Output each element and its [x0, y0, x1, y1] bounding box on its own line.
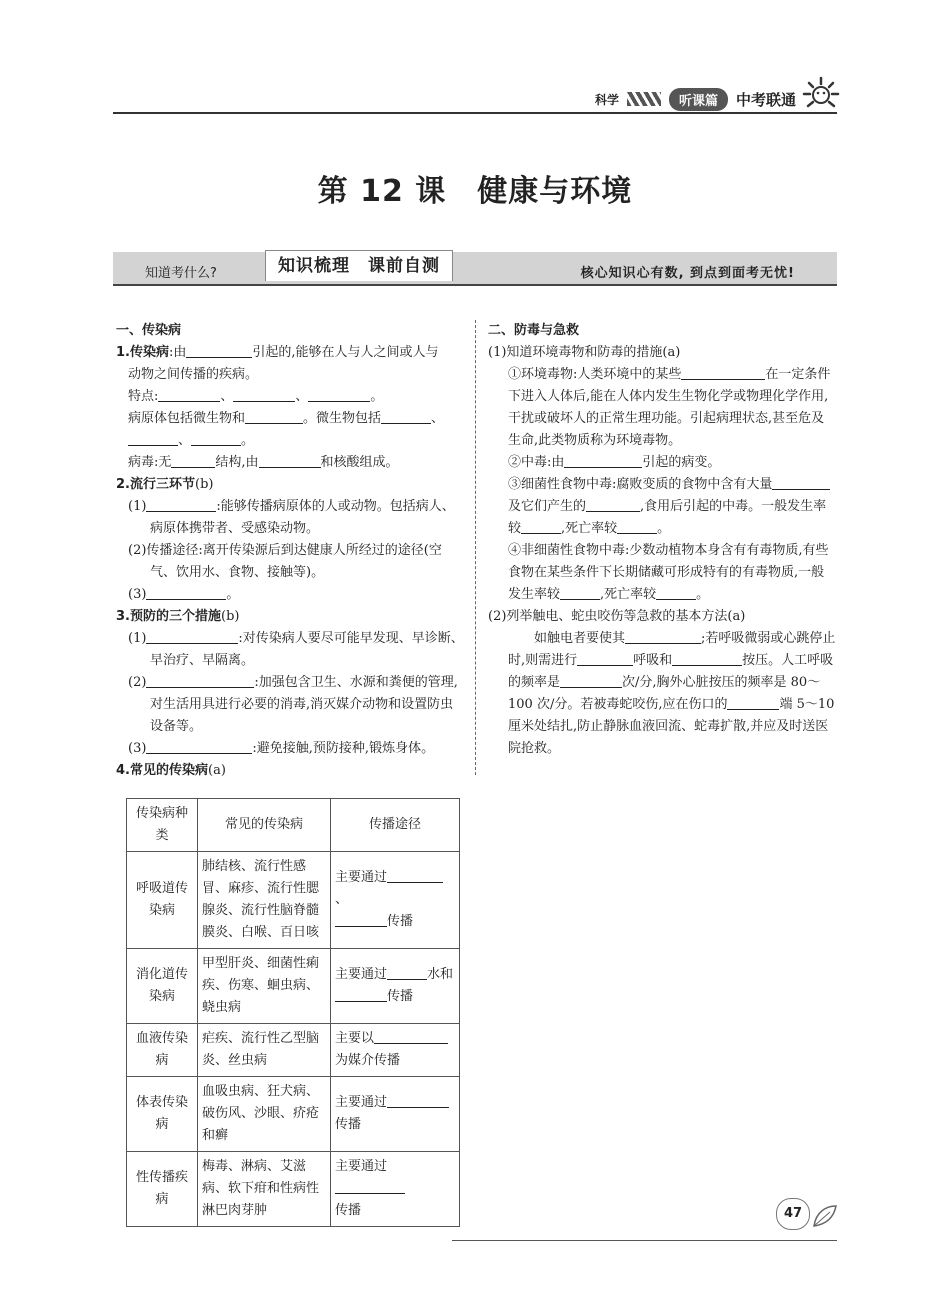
subsection-1: (1)知道环境毒物和防毒的措施(a) — [488, 345, 681, 360]
answer-blank[interactable] — [146, 585, 226, 600]
item-3: 3.预防的三个措施(b) — [116, 609, 240, 624]
table-header: 常见的传染病 — [198, 799, 331, 852]
answer-blank[interactable] — [374, 1029, 448, 1044]
answer-blank[interactable] — [308, 387, 370, 402]
answer-blank[interactable] — [335, 1179, 405, 1194]
bacterial-poisoning: ③细菌性食物中毒:腐败变质的食物中含有大量及它们产生的 ,食用后引起的中毒。一般发生率较 ,死亡率较 。 — [488, 474, 836, 540]
left-column — [116, 320, 464, 782]
answer-blank[interactable] — [521, 519, 561, 534]
column-divider — [475, 320, 476, 775]
answer-blank[interactable] — [625, 629, 701, 644]
subsection-2: (2)列举触电、蛇虫咬伤等急救的基本方法(a) — [488, 609, 746, 624]
answer-blank[interactable] — [381, 409, 431, 424]
answer-blank[interactable] — [128, 431, 178, 446]
section-banner — [113, 252, 837, 286]
item-4: 4.常见的传染病(a) — [116, 763, 226, 778]
answer-blank[interactable] — [560, 585, 600, 600]
disease-type: 性传播疾病 — [127, 1152, 198, 1227]
table-row — [127, 1024, 460, 1077]
header-brand: 中考联通 — [735, 90, 796, 109]
pathogen-cont: 、 。 — [116, 430, 464, 452]
header-series-pill: 听课篇 — [669, 88, 728, 111]
header-stripes-decoration — [627, 92, 661, 106]
item-1-cont: 动物之间传播的疾病。 — [128, 367, 259, 382]
table-row — [127, 949, 460, 1024]
first-aid-paragraph: 如触电者要使其 ;若呼吸微弱或心跳停止时,则需进行 呼吸和 按压。人工呼吸的频率是 次/分,胸外心脏按压的频率是 80～100 次/分。若被毒蛇咬伤,应在伤口的 端 5～10 厘米处结扎,防止静脉血液回流、蛇毒扩散,并应及时送医院抢救。 — [508, 631, 836, 756]
answer-blank[interactable] — [387, 965, 427, 980]
answer-blank[interactable] — [191, 431, 241, 446]
answer-blank[interactable] — [617, 519, 657, 534]
answer-blank[interactable] — [656, 585, 696, 600]
disease-type: 消化道传染病 — [127, 949, 198, 1024]
table-row — [127, 852, 460, 949]
route-cell: 主要通过 传播 — [331, 1152, 460, 1227]
answer-blank[interactable] — [245, 409, 303, 424]
item-3-1: (1) :对传染病人要尽可能早发现、早诊断、早治疗、早隔离。 — [128, 631, 464, 668]
answer-blank[interactable] — [387, 1093, 449, 1108]
item-3-3: (3) :避免接触,预防接种,锻炼身体。 — [128, 741, 435, 756]
route-cell: 主要以 为媒介传播 — [331, 1024, 460, 1077]
answer-blank[interactable] — [335, 912, 387, 927]
table-row — [127, 1152, 460, 1227]
answer-blank[interactable] — [577, 651, 633, 666]
answer-blank[interactable] — [259, 453, 321, 468]
footer-rule — [452, 1240, 837, 1241]
answer-blank[interactable] — [586, 497, 640, 512]
table-header-row — [127, 799, 460, 852]
header-rule — [113, 112, 837, 114]
answer-blank[interactable] — [808, 475, 830, 490]
pathogen-line: 病原体包括微生物和 。微生物包括 、 — [128, 411, 445, 426]
poisoning: ②中毒:由 引起的病变。 — [508, 455, 721, 470]
disease-table — [126, 798, 460, 1227]
disease-list: 血吸虫病、狂犬病、破伤风、沙眼、疥疮和癣 — [198, 1077, 331, 1152]
nonbacterial-poisoning: ④非细菌性食物中毒:少数动植物本身含有有毒物质,有些食物在某些条件下长期储藏可形成特有的有毒物质,一般发生率较 ,死亡率较 。 — [508, 543, 829, 602]
right-column — [488, 320, 836, 760]
answer-blank[interactable] — [681, 365, 765, 380]
answer-blank[interactable] — [560, 673, 622, 688]
disease-type: 呼吸道传染病 — [127, 852, 198, 949]
item-2-1: (1) :能够传播病原体的人或动物。包括病人、病原体携带者、受感染动物。 — [128, 499, 455, 536]
table-row — [127, 1077, 460, 1152]
sun-logo-icon — [800, 75, 842, 111]
disease-type: 血液传染病 — [127, 1024, 198, 1077]
disease-type: 体表传染病 — [127, 1077, 198, 1152]
virus-line: 病毒:无 结构,由 和核酸组成。 — [128, 455, 399, 470]
page-number: 47 — [776, 1198, 810, 1230]
disease-list: 肺结核、流行性感冒、麻疹、流行性腮腺炎、流行性脑脊髓膜炎、白喉、百日咳 — [198, 852, 331, 949]
item-2-3: (3) 。 — [128, 587, 240, 602]
item-2-2: (2)传播途径:离开传染源后到达健康人所经过的途径(空气、饮用水、食物、接触等)。 — [128, 543, 442, 580]
route-cell: 主要通过 水和 传播 — [331, 949, 460, 1024]
header-subject: 科学 — [594, 92, 619, 107]
route-cell: 主要通过、 传播 — [331, 852, 460, 949]
item-3-2: (2) :加强包含卫生、水源和粪便的管理,对生活用具进行必要的消毒,消灭媒介动物和设置防虫设备等。 — [128, 675, 458, 734]
answer-blank[interactable] — [171, 453, 215, 468]
answer-blank[interactable] — [335, 987, 387, 1002]
table-header: 传播途径 — [331, 799, 460, 852]
answer-blank[interactable] — [387, 868, 443, 883]
answer-blank[interactable] — [146, 629, 238, 644]
disease-list: 甲型肝炎、细菌性痢疾、伤寒、蛔虫病、蛲虫病 — [198, 949, 331, 1024]
answer-blank[interactable] — [772, 475, 808, 490]
item-1: 1.传染病:由 引起的,能够在人与人之间或人与 — [116, 345, 439, 360]
answer-blank[interactable] — [186, 343, 252, 358]
running-header — [595, 86, 842, 112]
answer-blank[interactable] — [233, 387, 295, 402]
route-cell: 主要通过 传播 — [331, 1077, 460, 1152]
section-heading: 二、防毒与急救 — [488, 323, 580, 338]
banner-right-text: 核心知识心有数, 到点到面考无忧! — [580, 266, 795, 281]
disease-list: 梅毒、淋病、艾滋病、软下疳和性病性淋巴肉芽肿 — [198, 1152, 331, 1227]
answer-blank[interactable] — [146, 739, 252, 754]
banner-center-title: 知识梳理 课前自测 — [265, 250, 453, 281]
disease-list: 疟疾、流行性乙型脑炎、丝虫病 — [198, 1024, 331, 1077]
features-line: 特点: 、 、 。 — [128, 389, 384, 404]
env-toxin: ①环境毒物:人类环境中的某些 在一定条件下进入人体后,能在人体内发生生物化学或物理化学作用,干扰或破坏人的正常生理功能。引起病理状态,甚至危及生命,此类物质称为环境毒物。 — [508, 367, 831, 448]
table-header: 传染病种类 — [127, 799, 198, 852]
item-2: 2.流行三环节(b) — [116, 477, 214, 492]
lesson-title: 第 12 课 健康与环境 — [317, 174, 633, 209]
banner-left-text: 知道考什么? — [145, 266, 217, 281]
answer-blank[interactable] — [146, 497, 216, 512]
section-heading: 一、传染病 — [116, 323, 182, 338]
answer-blank[interactable] — [727, 695, 779, 710]
answer-blank[interactable] — [158, 387, 220, 402]
answer-blank[interactable] — [672, 651, 742, 666]
answer-blank[interactable] — [564, 453, 642, 468]
answer-blank[interactable] — [146, 673, 254, 688]
leaf-decoration-icon — [810, 1200, 840, 1230]
